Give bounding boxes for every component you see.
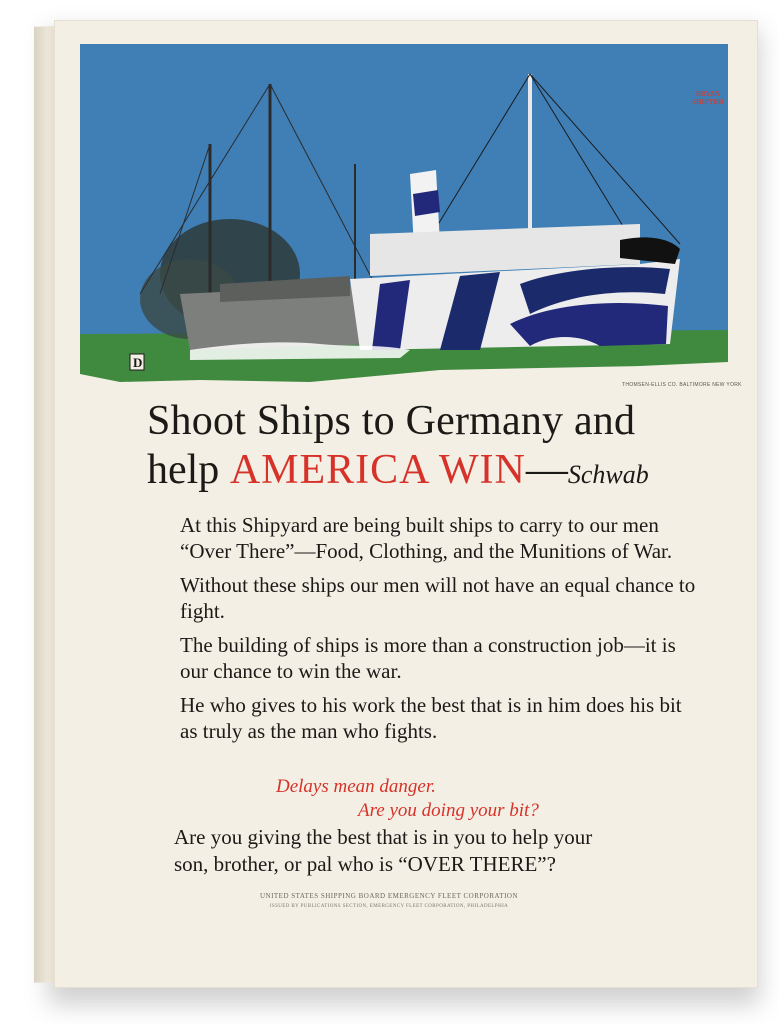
- headline-america-win: AMERICA WIN: [229, 447, 526, 493]
- headline-line2: [147, 444, 737, 501]
- closing-question: [174, 824, 714, 878]
- d-logo: D: [133, 355, 143, 370]
- headline-author: Schwab: [567, 460, 649, 489]
- footer-issuer: UNITED STATES SHIPPING BOARD EMERGENCY FLEET CORPORATION: [259, 892, 519, 900]
- headline: [147, 398, 737, 501]
- headline-dash: —: [525, 447, 568, 493]
- ships-illustration: [80, 44, 728, 386]
- emphasis-delays: Delays mean danger.: [276, 776, 436, 797]
- printer-credit: THOMSEN-ELLIS CO. BALTIMORE NEW YORK: [622, 382, 742, 388]
- maker-mark-line1: BRYAN: [695, 90, 720, 98]
- paragraph: He who gives to his work the best that is in him does his bit as truly as the man who fights.: [180, 693, 682, 743]
- paragraph: At this Shipyard are being built ships to carry to our men “Over There”—Food, Clothing, and the Munitions of War.: [180, 513, 673, 563]
- closing-line2: son, brother, or pal who is “OVER THERE”?: [174, 852, 556, 876]
- ships-illustration-svg: [80, 44, 728, 386]
- footer-publisher: ISSUED BY PUBLICATIONS SECTION, EMERGENCY FLEET CORPORATION, PHILADELPHIA: [269, 904, 509, 909]
- headline-line1: Shoot Ships to Germany and: [147, 398, 636, 444]
- body-text: [180, 512, 700, 752]
- maker-mark: [690, 90, 726, 106]
- canvas-side-edge: [34, 26, 56, 983]
- closing-line1: Are you giving the best that is in you to help your: [174, 825, 593, 849]
- paragraph: The building of ships is more than a construction job—it is our chance to win the war.: [180, 633, 676, 683]
- headline-help: help: [147, 447, 230, 493]
- dazzle-funnel-stripe: [413, 190, 440, 216]
- emphasis-doing-bit: Are you doing your bit?: [358, 800, 539, 821]
- paragraph: Without these ships our men will not have an equal chance to fight.: [180, 573, 696, 623]
- maker-mark-line2: SHIPYRD: [692, 98, 724, 106]
